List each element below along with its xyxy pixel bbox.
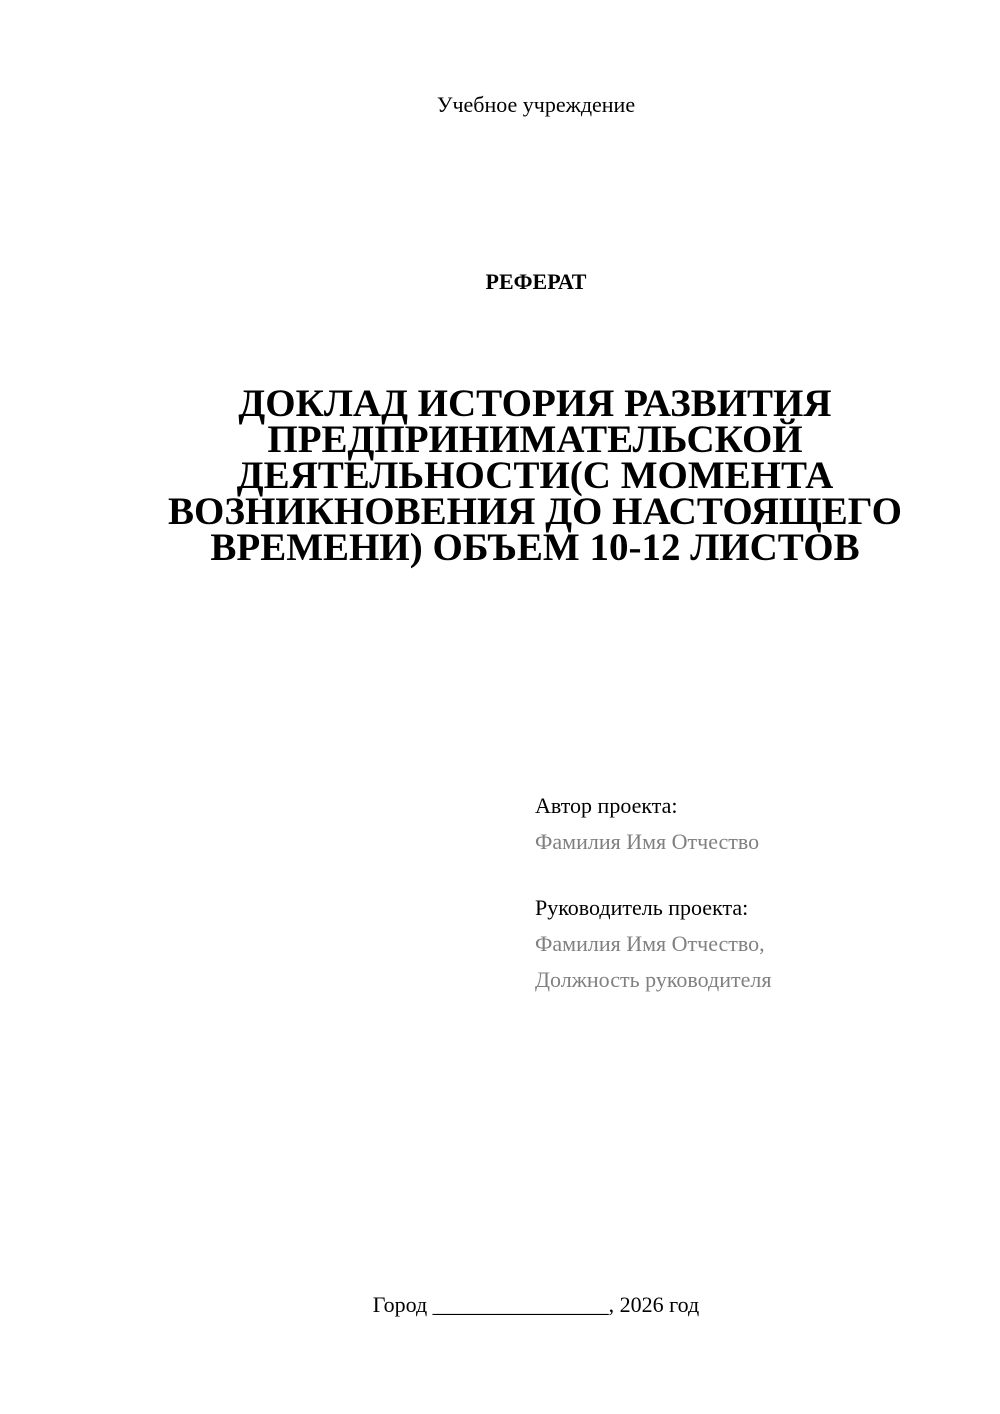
city-year-line: Город ________________, 2026 год [372, 1292, 700, 1317]
author-label: Автор проекта: [535, 793, 678, 818]
supervisor-position: Должность руководителя [535, 967, 772, 992]
spacer [535, 860, 975, 890]
institution-name: Учебное учреждение [436, 92, 636, 117]
author-name: Фамилия Имя Отчество [535, 829, 760, 854]
title-line: ПРЕДПРИНИМАТЕЛЬСКОЙ [267, 418, 803, 461]
title-line: ДЕЯТЕЛЬНОСТИ(С МОМЕНТА [236, 454, 834, 497]
supervisor-name: Фамилия Имя Отчество, [535, 931, 765, 956]
document-title [150, 382, 920, 569]
title-line: ДОКЛАД ИСТОРИЯ РАЗВИТИЯ [238, 382, 832, 425]
supervisor-label: Руководитель проекта: [535, 895, 749, 920]
title-line: ВРЕМЕНИ) ОБЪЕМ 10-12 ЛИСТОВ [210, 526, 860, 569]
title-line: ВОЗНИКНОВЕНИЯ ДО НАСТОЯЩЕГО [168, 490, 902, 533]
project-people-block [535, 788, 975, 998]
document-type: РЕФЕРАТ [485, 269, 587, 294]
